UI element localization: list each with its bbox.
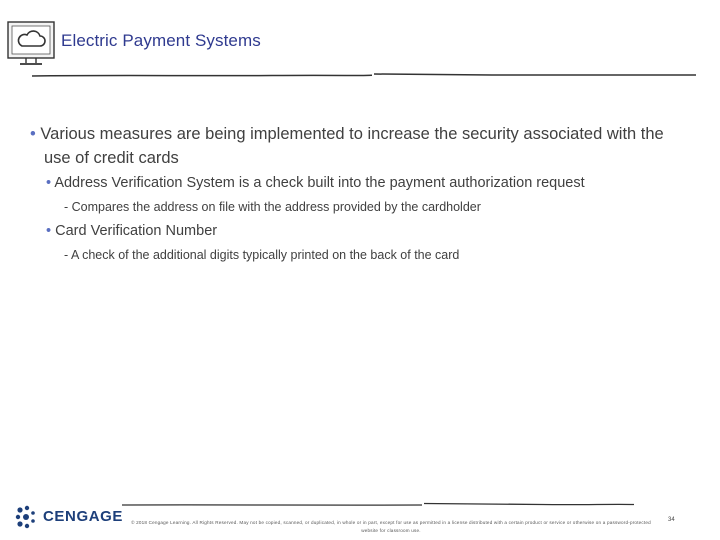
slide-title: Electric Payment Systems <box>61 31 261 50</box>
bullet-glyph: • <box>30 125 36 143</box>
bullet-text: Card Verification Number <box>55 223 218 239</box>
title-divider <box>32 70 696 80</box>
brand-name: CENGAGE <box>43 508 124 525</box>
bullet-level-2 <box>46 221 720 241</box>
bullet-glyph: • <box>46 223 52 239</box>
bullet-level-3: - Compares the address on file with the address provided by the cardholder <box>64 200 481 214</box>
bullet-level-3: - A check of the additional digits typically printed on the back of the card <box>64 248 460 262</box>
bullet-text: Address Verification System is a check built into the payment authorization request <box>54 175 585 191</box>
bullet-text: Various measures are being implemented to increase the security associated with the use of credit cards <box>40 125 664 167</box>
bullet-level-1 <box>30 122 694 170</box>
bullet-glyph: • <box>46 175 52 191</box>
footer-divider <box>122 500 634 510</box>
bullet-level-2 <box>46 173 720 193</box>
copyright-notice: © 2018 Cengage Learning. All Rights Reserved. May not be copied, scanned, or duplicated, in whole or in part, except for use as permitted in a license distributed with a certain product or service or otherwise on a password-protected website for classroom use. <box>131 520 651 533</box>
page-number: 34 <box>668 517 675 523</box>
cloud-monitor-icon <box>6 18 56 68</box>
